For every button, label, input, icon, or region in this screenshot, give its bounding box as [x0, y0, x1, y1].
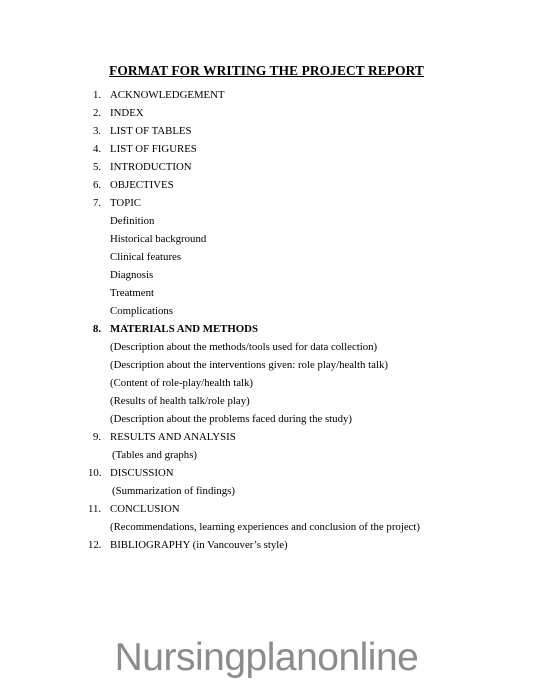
item-number: 6.	[93, 179, 102, 191]
item-text: RESULTS AND ANALYSIS	[110, 431, 236, 443]
item-number: 3.	[93, 125, 102, 137]
item-text: INDEX	[110, 107, 144, 119]
item-text: (Tables and graphs)	[112, 449, 197, 461]
item-number: 5.	[93, 161, 102, 173]
item-text: (Description about the methods/tools used for data collection)	[110, 341, 378, 353]
item-text: OBJECTIVES	[110, 179, 174, 191]
item-text: (Summarization of findings)	[112, 485, 235, 497]
item-text: CONCLUSION	[110, 503, 180, 515]
item-text: LIST OF TABLES	[110, 125, 192, 137]
page-title: FORMAT FOR WRITING THE PROJECT REPORT	[109, 63, 424, 78]
item-number: 10.	[88, 467, 102, 479]
item-text: (Content of role-play/health talk)	[110, 377, 254, 389]
item-text: Treatment	[110, 287, 154, 299]
item-text: LIST OF FIGURES	[110, 143, 197, 155]
item-text: BIBLIOGRAPHY (in Vancouver’s style)	[110, 539, 288, 551]
item-text: (Recommendations, learning experiences and conclusion of the project)	[110, 521, 420, 533]
item-number: 8.	[93, 323, 102, 335]
item-text: MATERIALS AND METHODS	[110, 323, 258, 335]
watermark: Nursingplanonline	[114, 636, 419, 679]
item-text: (Description about the interventions given: role play/health talk)	[110, 359, 388, 371]
item-number: 2.	[93, 107, 102, 119]
item-number: 7.	[93, 197, 102, 209]
item-text: Diagnosis	[110, 269, 154, 281]
item-number: 4.	[93, 143, 102, 155]
item-number: 9.	[93, 431, 102, 443]
item-text: Definition	[110, 215, 155, 227]
item-text: ACKNOWLEDGEMENT	[110, 89, 225, 101]
item-text: Clinical features	[110, 251, 182, 263]
item-number: 1.	[93, 89, 102, 101]
item-text: (Description about the problems faced during the study)	[110, 413, 352, 425]
item-text: (Results of health talk/role play)	[110, 395, 250, 407]
item-number: 12.	[88, 539, 102, 551]
item-text: Historical background	[110, 233, 207, 245]
item-text: DISCUSSION	[110, 467, 174, 479]
item-text: Complications	[110, 305, 173, 317]
item-text: TOPIC	[110, 197, 141, 209]
item-number: 11.	[88, 503, 102, 515]
item-text: INTRODUCTION	[110, 161, 192, 173]
